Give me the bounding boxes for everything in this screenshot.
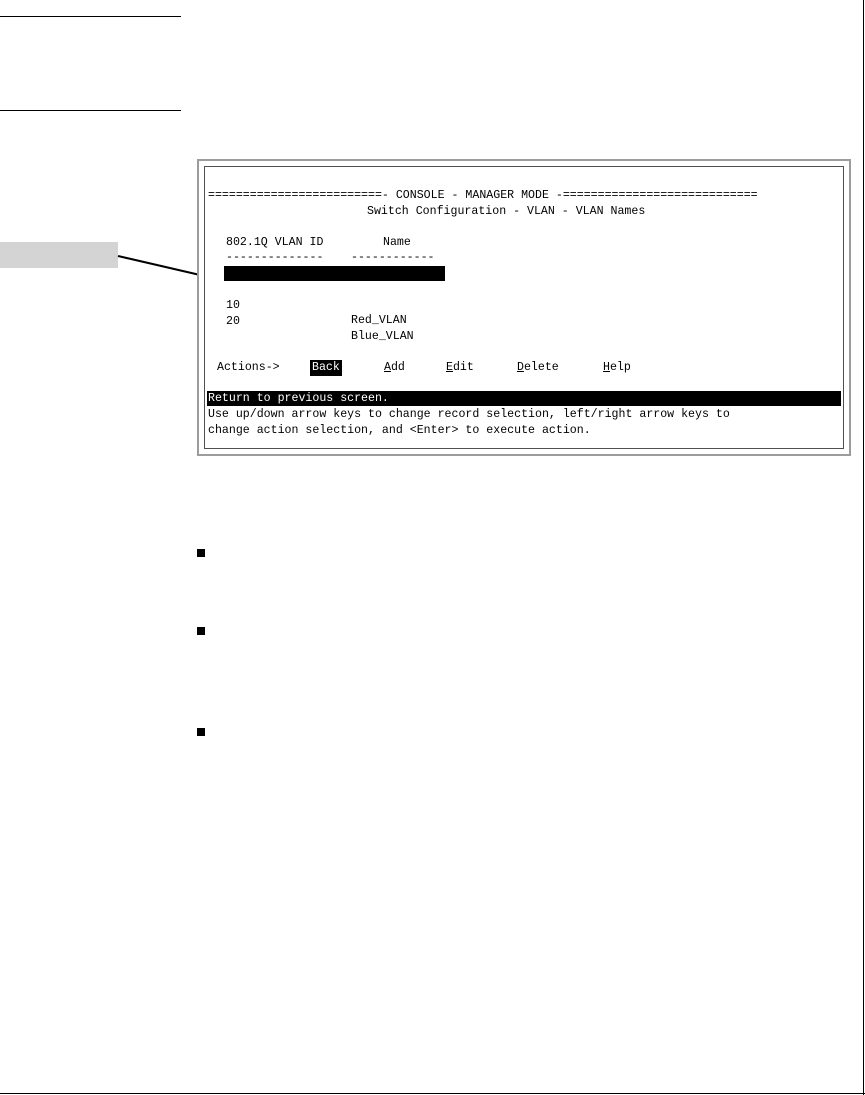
- help-text-line-2: change action selection, and <Enter> to execute action.: [208, 424, 591, 437]
- screen-title: Switch Configuration - VLAN - VLAN Names: [367, 205, 646, 218]
- status-bar: Return to previous screen.: [207, 391, 841, 406]
- delete-action[interactable]: [517, 360, 559, 376]
- add-hotkey: A: [384, 361, 391, 374]
- right-page-edge: [863, 0, 864, 1095]
- vlan-row[interactable]: [224, 298, 445, 360]
- column-header-name: Name: [383, 236, 411, 249]
- delete-hotkey: D: [517, 361, 524, 374]
- bottom-rule: [0, 1093, 865, 1094]
- back-action[interactable]: [310, 360, 342, 376]
- console-screen: [204, 166, 844, 449]
- square-bullet: [197, 728, 205, 736]
- actions-label: Actions->: [217, 361, 280, 374]
- vlan-id-cell: 10: [226, 298, 240, 312]
- vlan-name-cell: Red_VLAN: [351, 314, 407, 327]
- edit-action-label: dit: [452, 361, 474, 374]
- edit-action[interactable]: [446, 360, 474, 376]
- square-bullet: [197, 549, 205, 557]
- help-hotkey: H: [603, 361, 610, 374]
- column-rule-vlan-id: --------------: [226, 251, 324, 264]
- top-rule-upper: [0, 16, 181, 17]
- delete-action-label: elete: [523, 361, 559, 374]
- vlan-id-cell: 20: [226, 314, 240, 328]
- top-rule-lower: [0, 110, 181, 111]
- vlan-name-cell: DEFAULT_VLAN: [351, 298, 435, 311]
- square-bullet: [197, 627, 205, 635]
- edit-hotkey: E: [446, 361, 453, 374]
- column-rule-name: ------------: [351, 251, 435, 264]
- add-action[interactable]: [384, 360, 405, 376]
- callout-box: [0, 242, 118, 268]
- column-header-vlan-id: 802.1Q VLAN ID: [226, 236, 324, 249]
- add-action-label: dd: [390, 361, 405, 374]
- console-header-line: =========================- CONSOLE - MANAGER MODE -============================: [208, 189, 758, 202]
- help-action[interactable]: [603, 360, 631, 376]
- console-window: [197, 159, 851, 456]
- help-text-line-1: Use up/down arrow keys to change record selection, left/right arrow keys to: [208, 408, 730, 421]
- back-action-label: Back: [312, 361, 340, 374]
- vlan-name-cell: Blue_VLAN: [351, 330, 414, 343]
- vlan-id-cell: 1: [226, 282, 233, 296]
- help-action-label: elp: [609, 361, 631, 374]
